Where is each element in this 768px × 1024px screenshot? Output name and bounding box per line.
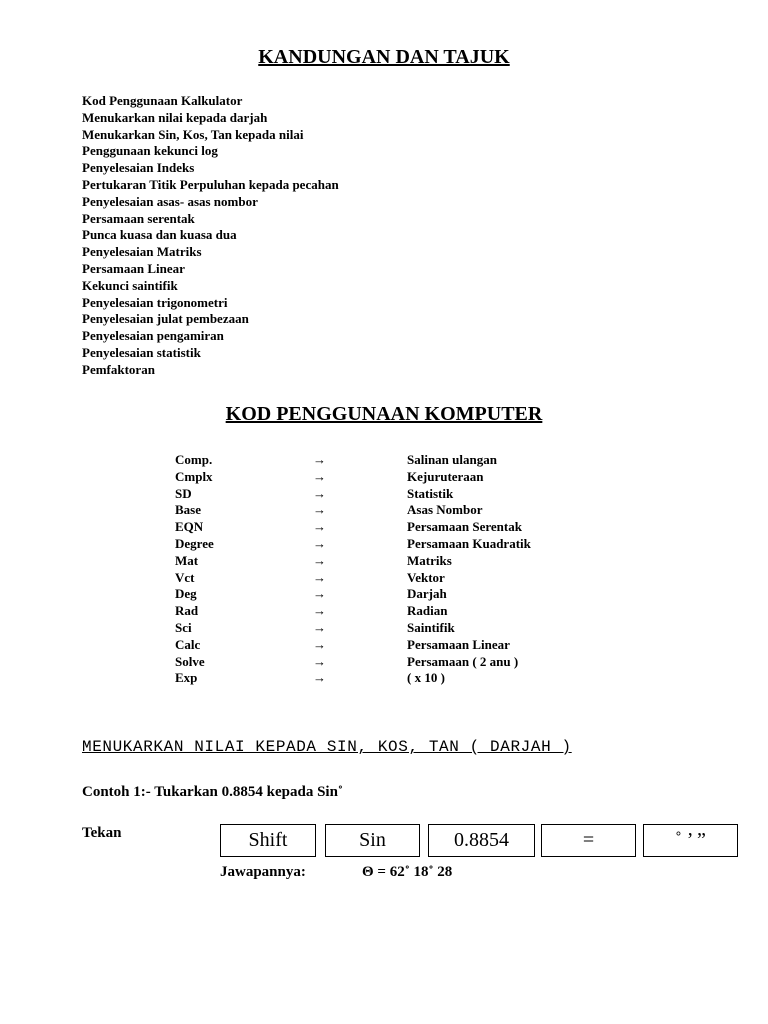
code-row (175, 586, 531, 603)
code-value: Persamaan Serentak (407, 519, 522, 535)
key-value: 0.8854 (428, 824, 535, 857)
toc-item: Menukarkan Sin, Kos, Tan kepada nilai (82, 126, 304, 142)
key-sin: Sin (325, 824, 420, 857)
code-row (175, 603, 531, 620)
code-value: Kejuruteraan (407, 468, 484, 484)
code-value: Persamaan Kuadratik (407, 535, 531, 551)
answer-value: Θ = 62˚ 18˚ 28 (362, 864, 453, 880)
code-key: Degree (175, 535, 214, 551)
code-row (175, 502, 531, 519)
key-equals: = (541, 824, 636, 857)
toc-item: Persamaan Linear (82, 260, 185, 276)
arrow-icon: → (313, 619, 326, 635)
code-key: Rad (175, 603, 199, 619)
arrow-icon: → (313, 452, 326, 467)
code-row (175, 637, 531, 654)
code-value: Matriks (407, 552, 452, 568)
toc-item: Kekunci saintifik (82, 277, 178, 293)
arrow-icon: → (313, 670, 326, 686)
code-row (175, 570, 531, 587)
arrow-icon: → (313, 519, 326, 535)
code-value: Darjah (407, 586, 447, 602)
toc-item: Penyelesaian asas- asas nombor (82, 193, 258, 209)
code-value: Persamaan ( 2 anu ) (407, 653, 519, 669)
code-value: Salinan ulangan (407, 452, 497, 467)
arrow-icon: → (313, 586, 326, 602)
toc-item: Punca kuasa dan kuasa dua (82, 227, 237, 243)
code-key: EQN (175, 519, 204, 535)
arrow-icon: → (313, 535, 326, 551)
code-value: Saintifik (407, 619, 455, 635)
arrow-icon: → (313, 485, 326, 501)
code-row (175, 486, 531, 503)
toc-item: Penggunaan kekunci log (82, 143, 218, 159)
answer-label: Jawapannya: (220, 864, 306, 880)
title-codes: KOD PENGGUNAAN KOMPUTER (225, 403, 543, 425)
tekan-label: Tekan (82, 825, 122, 841)
code-key: Calc (175, 636, 201, 652)
code-value: Statistik (407, 485, 454, 501)
arrow-icon: → (313, 468, 326, 484)
toc-item: Menukarkan nilai kepada darjah (82, 109, 268, 125)
code-key: Cmplx (175, 468, 213, 484)
toc-item: Pertukaran Titik Perpuluhan kepada pecahan (82, 176, 339, 192)
code-key: Comp. (175, 452, 213, 467)
code-key: Vct (175, 569, 195, 585)
code-value: Persamaan Linear (407, 636, 510, 652)
code-row (175, 654, 531, 671)
code-row (175, 553, 531, 570)
code-key: Base (175, 502, 201, 518)
code-key: SD (175, 485, 192, 501)
toc-item: Penyelesaian statistik (82, 344, 201, 360)
codes-table (175, 452, 531, 687)
code-value: Asas Nombor (407, 502, 483, 518)
code-key: Mat (175, 552, 199, 568)
toc-item: Penyelesaian Matriks (82, 244, 202, 260)
arrow-icon: → (313, 552, 326, 568)
code-value: Vektor (407, 569, 445, 585)
code-row (175, 620, 531, 637)
code-row (175, 452, 531, 469)
code-value: Radian (407, 603, 448, 619)
code-row (175, 536, 531, 553)
toc-item: Penyelesaian trigonometri (82, 294, 228, 310)
code-value: ( x 10 ) (407, 670, 445, 686)
code-row (175, 469, 531, 486)
arrow-icon: → (313, 502, 326, 518)
toc-item: Pemfaktoran (82, 361, 155, 377)
arrow-icon: → (313, 653, 326, 669)
toc-item: Penyelesaian julat pembezaan (82, 311, 249, 327)
toc-item: Persamaan serentak (82, 210, 195, 226)
title-contents: KANDUNGAN DAN TAJUK (258, 46, 510, 68)
key-degree: ˚ ’ ” (643, 824, 738, 857)
arrow-icon: → (313, 603, 326, 619)
key-shift: Shift (220, 824, 316, 857)
toc-item: Penyelesaian pengamiran (82, 328, 224, 344)
code-key: Deg (175, 586, 197, 602)
example-text: Contoh 1:- Tukarkan 0.8854 kepada Sin˚ (82, 784, 343, 800)
code-key: Exp (175, 670, 198, 686)
code-key: Sci (175, 619, 192, 635)
section-title: MENUKARKAN NILAI KEPADA SIN, KOS, TAN ( DARJAH ) (82, 738, 572, 756)
arrow-icon: → (313, 636, 326, 652)
code-row (175, 670, 531, 687)
toc-item: Penyelesaian Indeks (82, 160, 195, 176)
code-key: Solve (175, 653, 205, 669)
arrow-icon: → (313, 569, 326, 585)
toc-item: Kod Penggunaan Kalkulator (82, 93, 243, 108)
toc-list (82, 93, 339, 379)
code-row (175, 519, 531, 536)
